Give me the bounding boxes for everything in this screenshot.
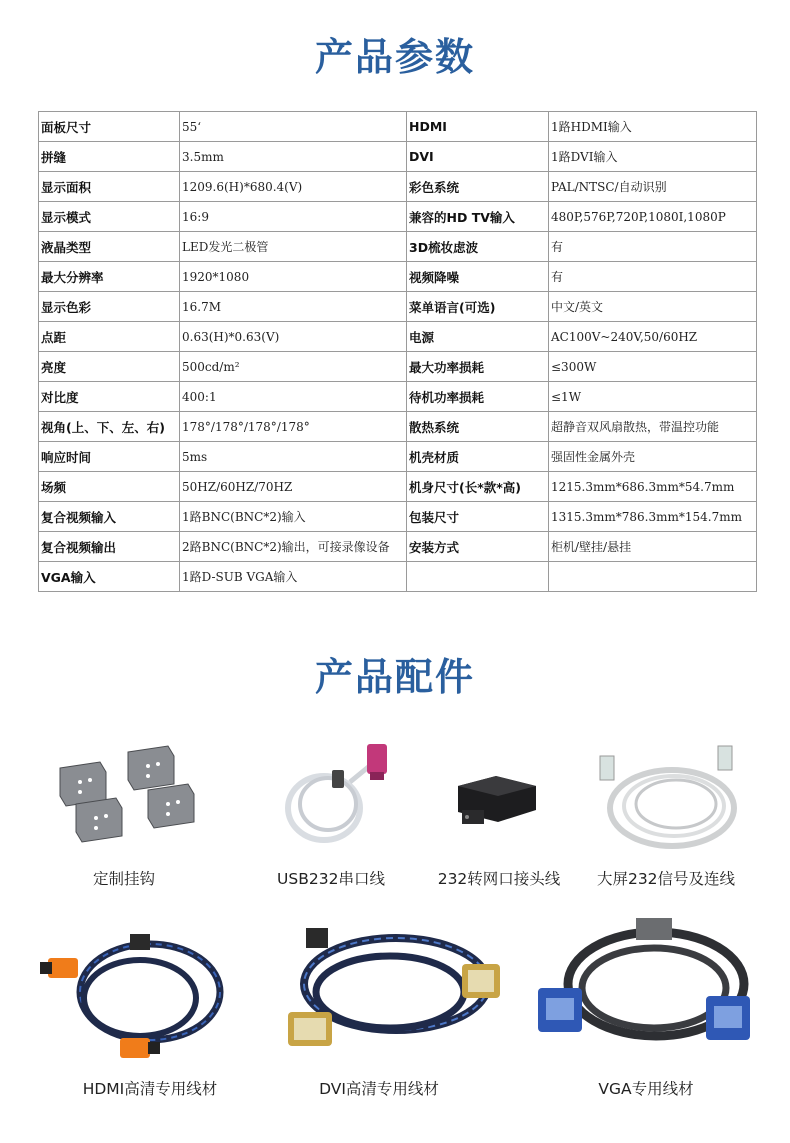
params-row: [39, 472, 757, 502]
section-title-params: 产品参数: [314, 35, 475, 79]
params-row: [39, 502, 757, 532]
params-row: [39, 322, 757, 352]
param-key-right: 兼容的HD TV输入: [407, 202, 549, 232]
param-key-left: 对比度: [39, 382, 180, 412]
param-value-left: 50HZ/60HZ/70HZ: [180, 472, 407, 502]
param-value-left: 2路BNC(BNC*2)输出，可接录像设备: [180, 532, 407, 562]
rs232-adapter-image: [448, 768, 548, 838]
param-key-right: 机壳材质: [407, 442, 549, 472]
param-value-left: 1路D-SUB VGA输入: [180, 562, 407, 592]
params-table: [38, 111, 757, 592]
dvi-cable-image: [278, 920, 518, 1070]
param-key-right: 视频降噪: [407, 262, 549, 292]
accessory-label: USB232串口线: [277, 870, 385, 888]
param-key-left: 场频: [39, 472, 180, 502]
param-key-right: 彩色系统: [407, 172, 549, 202]
param-key-right: 散热系统: [407, 412, 549, 442]
param-value-right: 柜机/壁挂/悬挂: [549, 532, 757, 562]
param-value-left: 16.7M: [180, 292, 407, 322]
params-row: [39, 292, 757, 322]
param-key-right: HDMI: [407, 112, 549, 142]
param-key-right: 待机功率损耗: [407, 382, 549, 412]
param-value-left: 0.63(H)*0.63(V): [180, 322, 407, 352]
param-key-left: 复合视频输出: [39, 532, 180, 562]
accessory-label: VGA专用线材: [598, 1080, 694, 1098]
param-key-left: 最大分辨率: [39, 262, 180, 292]
param-value-left: LED发光二极管: [180, 232, 407, 262]
params-row: [39, 352, 757, 382]
param-value-right: 超静音双风扇散热，带温控功能: [549, 412, 757, 442]
bracket-hooks-image: [40, 738, 230, 848]
accessory-label: 232转网口接头线: [437, 870, 561, 888]
network-cable-image: [592, 742, 752, 857]
accessory-label: 定制挂钩: [92, 870, 155, 888]
param-key-left: 亮度: [39, 352, 180, 382]
param-key-left: VGA输入: [39, 562, 180, 592]
params-row: [39, 412, 757, 442]
param-value-left: 500cd/m²: [180, 352, 407, 382]
params-row: [39, 202, 757, 232]
param-value-left: 16:9: [180, 202, 407, 232]
param-value-left: 3.5mm: [180, 142, 407, 172]
param-key-left: 复合视频输入: [39, 502, 180, 532]
param-value-left: 1路BNC(BNC*2)输入: [180, 502, 407, 532]
params-row: [39, 442, 757, 472]
usb-serial-cable-image: [272, 742, 402, 852]
param-key-left: 显示模式: [39, 202, 180, 232]
param-value-right: 1215.3mm*686.3mm*54.7mm: [549, 472, 757, 502]
params-row: [39, 262, 757, 292]
param-key-right: 安装方式: [407, 532, 549, 562]
param-value-right: 强固性金属外壳: [549, 442, 757, 472]
param-value-right: PAL/NTSC/自动识别: [549, 172, 757, 202]
param-value-left: 178°/178°/178°/178°: [180, 412, 407, 442]
accessory-label: HDMI高清专用线材: [82, 1080, 218, 1098]
params-row: [39, 532, 757, 562]
param-key-right: 最大功率损耗: [407, 352, 549, 382]
param-value-left: 1209.6(H)*680.4(V): [180, 172, 407, 202]
param-key-right: 机身尺寸(长*款*高): [407, 472, 549, 502]
param-value-left: 400:1: [180, 382, 407, 412]
param-value-right: ≤1W: [549, 382, 757, 412]
param-key-left: 视角(上、下、左、右): [39, 412, 180, 442]
hdmi-cable-image: [40, 926, 230, 1071]
param-key-left: 拼缝: [39, 142, 180, 172]
param-key-right: DVI: [407, 142, 549, 172]
param-key-right: 电源: [407, 322, 549, 352]
params-row: [39, 562, 757, 592]
params-row: [39, 142, 757, 172]
accessory-label: DVI高清专用线材: [319, 1080, 439, 1098]
param-value-right: 有: [549, 262, 757, 292]
param-key-right: 菜单语言(可选): [407, 292, 549, 322]
param-key-right: 3D梳妆虑波: [407, 232, 549, 262]
param-key-left: 面板尺寸: [39, 112, 180, 142]
param-value-left: 55‘: [180, 112, 407, 142]
vga-cable-image: [536, 914, 756, 1064]
param-value-left: 5ms: [180, 442, 407, 472]
param-value-right: [549, 562, 757, 592]
param-key-right: [407, 562, 549, 592]
params-row: [39, 382, 757, 412]
param-value-left: 1920*1080: [180, 262, 407, 292]
param-value-right: 中文/英文: [549, 292, 757, 322]
param-value-right: 有: [549, 232, 757, 262]
param-key-left: 显示面积: [39, 172, 180, 202]
param-key-left: 点距: [39, 322, 180, 352]
accessory-label: 大屏232信号及连线: [596, 870, 736, 888]
param-value-right: 480P,576P,720P,1080I,1080P: [549, 202, 757, 232]
param-key-left: 响应时间: [39, 442, 180, 472]
param-value-right: 1315.3mm*786.3mm*154.7mm: [549, 502, 757, 532]
param-key-left: 液晶类型: [39, 232, 180, 262]
param-value-right: 1路DVI输入: [549, 142, 757, 172]
param-value-right: ≤300W: [549, 352, 757, 382]
param-key-left: 显示色彩: [39, 292, 180, 322]
param-key-right: 包装尺寸: [407, 502, 549, 532]
param-value-right: 1路HDMI输入: [549, 112, 757, 142]
params-row: [39, 112, 757, 142]
params-row: [39, 232, 757, 262]
section-title-accessories: 产品配件: [314, 655, 475, 699]
param-value-right: AC100V~240V,50/60HZ: [549, 322, 757, 352]
params-row: [39, 172, 757, 202]
